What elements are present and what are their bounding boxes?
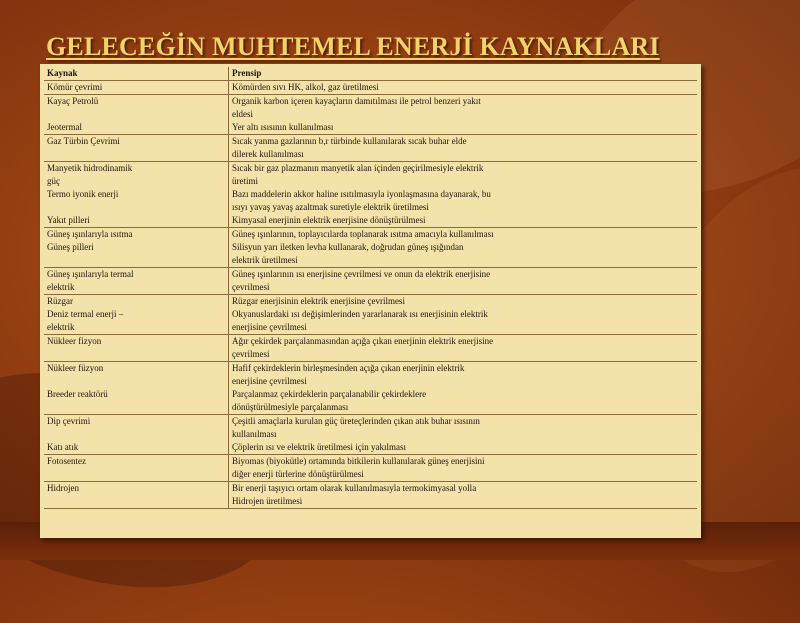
- source-line: [47, 201, 225, 214]
- header-source: Kaynak: [44, 67, 229, 81]
- principle-line: Güneş ışınlarının ısı enerjisine çevrilmesi ve onun da elektrik enerjisine: [232, 269, 491, 279]
- source-line: Termo iyonik enerji: [47, 189, 119, 199]
- principle-line: Parçalanmaz çekirdeklerin parçalanabilir çekirdeklere: [232, 389, 427, 399]
- source-line: Kömür çevrimi: [47, 82, 103, 92]
- energy-sources-table-panel: [40, 64, 701, 538]
- table-header-row: [44, 67, 697, 81]
- source-line: Nükleer füzyon: [47, 363, 104, 373]
- principle-cell: [229, 268, 698, 295]
- principle-line: eldesi: [232, 109, 253, 119]
- source-cell: [44, 415, 229, 455]
- principle-cell: [229, 81, 698, 95]
- source-line: güç: [47, 176, 60, 186]
- principle-line: Kimyasal enerjinin elektrik enerjisine dönüştürülmesi: [232, 215, 426, 225]
- source-line: Deniz termal enerji –: [47, 309, 124, 319]
- source-line: [47, 428, 225, 441]
- source-cell: [44, 95, 229, 135]
- table-row: [44, 482, 697, 509]
- principle-line: elektrik üretilmesi: [232, 255, 298, 265]
- header-principle: Prensip: [229, 67, 698, 81]
- slide-title: GELECEĞİN MUHTEMEL ENERJİ KAYNAKLARI: [46, 32, 660, 61]
- table-row: [44, 81, 697, 95]
- principle-line: Çöplerin ısı ve elektrik üretilmesi için yakılması: [232, 442, 406, 452]
- source-line: Fotosentez: [47, 456, 86, 466]
- principle-line: Bir enerji taşıyıcı ortam olarak kullanılmasıyla termokimyasal yolla: [232, 483, 477, 493]
- principle-line: diğer enerji türlerine dönüştürülmesi: [232, 469, 364, 479]
- principle-cell: [229, 295, 698, 335]
- principle-line: dilerek kullanılması: [232, 149, 304, 159]
- source-line: Güneş ışınlarıyla termal: [47, 269, 134, 279]
- source-line: Yakıt pilleri: [47, 215, 90, 225]
- principle-line: kullanılması: [232, 429, 277, 439]
- principle-line: Biyomas (biyokütle) ortamında bitkilerin kullanılarak güneş enerjisini: [232, 456, 485, 466]
- source-cell: [44, 81, 229, 95]
- source-line: elektrik: [47, 282, 75, 292]
- principle-cell: [229, 482, 698, 509]
- table-row: [44, 362, 697, 415]
- table-row: [44, 335, 697, 362]
- principle-line: Sıcak bir gaz plazmanın manyetik alan içinden geçirilmesiyle elektrik: [232, 163, 484, 173]
- source-line: Manyetik hidrodinamik: [47, 163, 133, 173]
- principle-cell: [229, 362, 698, 415]
- source-line: Jeotermal: [47, 122, 82, 132]
- source-cell: [44, 162, 229, 228]
- table-row: [44, 455, 697, 482]
- source-line: [47, 375, 225, 388]
- principle-line: üretimi: [232, 176, 258, 186]
- source-cell: [44, 362, 229, 415]
- source-line: [47, 108, 225, 121]
- source-cell: [44, 228, 229, 268]
- source-cell: [44, 335, 229, 362]
- source-line: Nükleer fizyon: [47, 336, 102, 346]
- principle-line: Okyanuslardaki ısı değişimlerinden yararlanarak ısı enerjisinin elektrik: [232, 309, 488, 319]
- principle-line: enerjisine çevrilmesi: [232, 376, 307, 386]
- source-line: Dip çevrimi: [47, 416, 91, 426]
- source-line: Kayaç Petrolü: [47, 96, 99, 106]
- principle-cell: [229, 162, 698, 228]
- principle-cell: [229, 135, 698, 162]
- source-cell: [44, 135, 229, 162]
- source-cell: [44, 455, 229, 482]
- table-row: [44, 415, 697, 455]
- principle-line: Çeşitli amaçlarla kurulan güç üreteçlerinden çıkan atık buhar ısısının: [232, 416, 480, 426]
- principle-line: Hafif çekirdeklerin birleşmesinden açığa çıkan enerjinin elektrik: [232, 363, 465, 373]
- principle-line: dönüştürülmesiyle parçalanması: [232, 402, 349, 412]
- source-line: Breeder reaktörü: [47, 389, 108, 399]
- table-row: [44, 162, 697, 228]
- principle-line: Silisyun yarı iletken levha kullanarak, doğrudan güneş ışığından: [232, 242, 464, 252]
- principle-cell: [229, 415, 698, 455]
- source-line: Güneş ışınlarıyla ısıtma: [47, 229, 133, 239]
- source-line: Katı atık: [47, 442, 79, 452]
- principle-line: Sıcak yanma gazlarının b,r türbinde kullanılarak sıcak buhar elde: [232, 136, 467, 146]
- table-row: [44, 268, 697, 295]
- source-line: Rüzgar: [47, 296, 73, 306]
- principle-line: ısıyı yavaş yavaş azaltmak suretiyle elektrik üretilmesi: [232, 202, 429, 212]
- principle-line: Yer altı ısısının kullanılması: [232, 122, 334, 132]
- principle-cell: [229, 95, 698, 135]
- principle-line: çevrilmesi: [232, 282, 270, 292]
- source-line: Hidrojen: [47, 483, 79, 493]
- principle-line: Bazı maddelerin akkor haline ısıtılmasıyla iyonlaşmasına dayanarak, bu: [232, 189, 491, 199]
- principle-line: Ağır çekirdek parçalanmasından açığa çıkan enerjinin elektrik enerjisine: [232, 336, 494, 346]
- principle-line: Organik karbon içeren kayaçların damıtılması ile petrol benzeri yakıt: [232, 96, 481, 106]
- source-line: Gaz Türbin Çevrimi: [47, 136, 120, 146]
- principle-line: Kömürden sıvı HK, alkol, gaz üretilmesi: [232, 82, 379, 92]
- table-row: [44, 95, 697, 135]
- source-cell: [44, 268, 229, 295]
- source-line: elektrik: [47, 322, 75, 332]
- table-row: [44, 228, 697, 268]
- table-row: [44, 135, 697, 162]
- energy-sources-table: [44, 67, 697, 509]
- principle-cell: [229, 335, 698, 362]
- source-cell: [44, 295, 229, 335]
- principle-cell: [229, 228, 698, 268]
- principle-line: çevrilmesi: [232, 349, 270, 359]
- principle-line: Rüzgar enerjisinin elektrik enerjisine çevrilmesi: [232, 296, 405, 306]
- principle-line: Güneş ışınlarının, toplayıcılarda toplanarak ısıtma amacıyla kullanılması: [232, 229, 494, 239]
- principle-cell: [229, 455, 698, 482]
- source-line: Güneş pilleri: [47, 242, 94, 252]
- principle-line: enerjisine çevrilmesi: [232, 322, 307, 332]
- source-cell: [44, 482, 229, 509]
- principle-line: Hidrojen üretilmesi: [232, 496, 303, 506]
- table-row: [44, 295, 697, 335]
